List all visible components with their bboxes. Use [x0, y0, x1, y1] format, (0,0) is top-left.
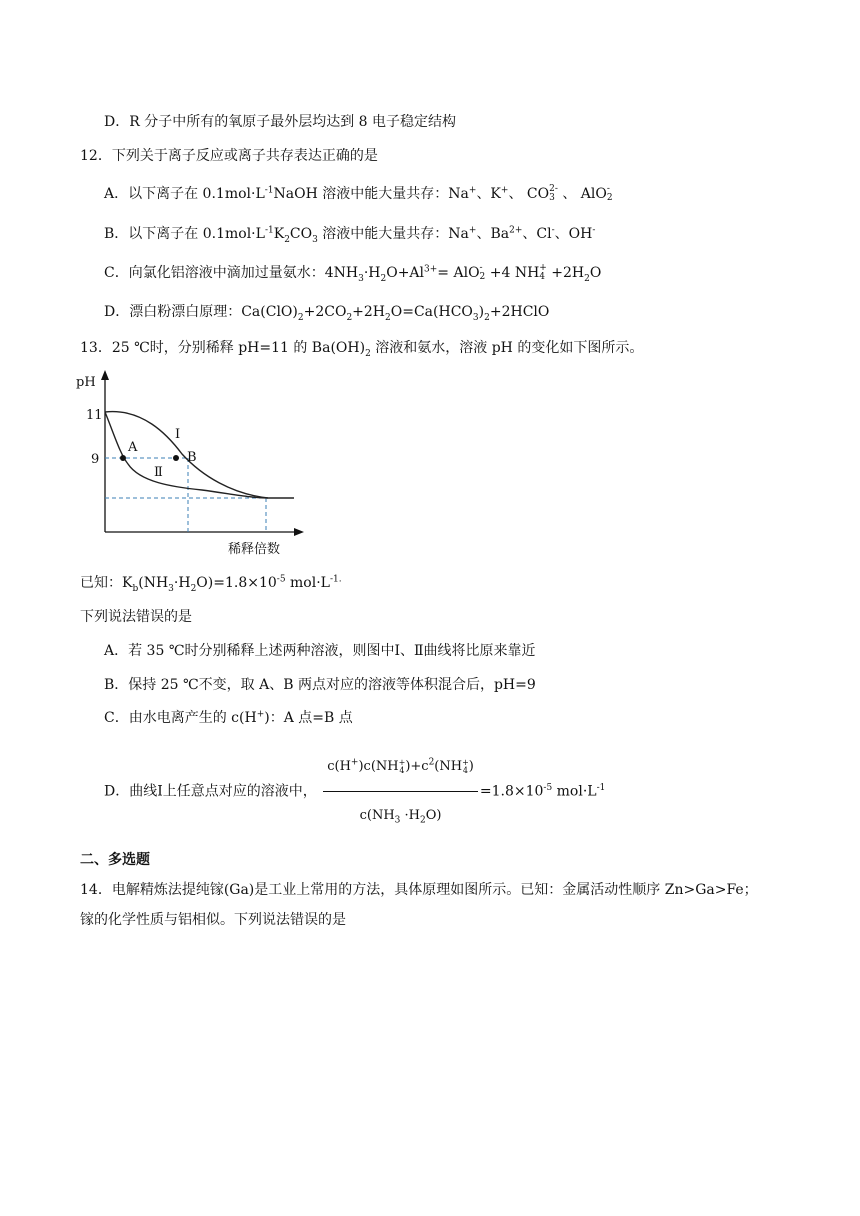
ph-dilution-graph: [72, 364, 312, 564]
q12-option-d: D．漂白粉漂白原理：$Ca(ClO)_2+2CO_2+2H_2O=Ca(HCO_3)_2+2HClO$: [104, 304, 550, 323]
point-a: [120, 455, 126, 461]
q13-stem: 13．25 ℃时，分别稀释 pH=11 的 $Ba(OH)_2$ 溶液和氨水，溶液 pH 的变化如下图所示。: [80, 340, 644, 359]
q14-stem-line2: 镓的化学性质与铝相似。下列说法错误的是: [80, 912, 346, 928]
q12-option-a: A．以下离子在 $0.1mol\cdot L^{-1}NaOH$ 溶液中能大量共存：Na+、K+、 CO 2- 3 、 AlO - 2: [104, 184, 613, 203]
x-axis-label: 稀释倍数: [228, 542, 281, 557]
q13-option-a: A．若 35 ℃时分别稀释上述两种溶液，则图中Ⅰ、Ⅱ曲线将比原来靠近: [104, 643, 536, 659]
q14-stem-line1: 14．电解精炼法提纯镓(Ga)是工业上常用的方法，具体原理如图所示。已知：金属活动性顺序 Zn>Ga>Fe；: [80, 882, 758, 898]
tick-9: 9: [91, 452, 100, 467]
q13-known-kb: 已知：$K_b(NH_3\cdot H_2O)=1.8\times 10^{-5}$ $mol\cdot L^{-1.}$: [80, 574, 342, 594]
kb-fraction: [323, 745, 478, 838]
point-b: [173, 455, 179, 461]
q12-stem: 12．下列关于离子反应或离子共存表达正确的是: [80, 148, 378, 164]
y-axis-arrow: [101, 370, 109, 380]
curve-ii-label: Ⅱ: [154, 465, 163, 480]
tick-11: 11: [86, 408, 103, 423]
curve-i-label: Ⅰ: [175, 427, 181, 442]
q13-option-b: B．保持 25 ℃不变，取 A、B 两点对应的溶液等体积混合后，pH=9: [104, 677, 536, 693]
q13-option-c: C．由水电离产生的 c(H+)：A 点=B 点: [104, 709, 353, 726]
q13-option-d: D．曲线Ⅰ上任意点对应的溶液中， c(H+)c(NH + 4 )$+c^2(NH$ + 4 ) $c(NH_3 \cdot H_2O)$ $=1.8\times 10^{-5}$ $mol\cdot L^{-1}$: [104, 745, 605, 838]
label-a: A: [128, 440, 138, 455]
x-axis-arrow: [294, 528, 304, 536]
fraction-numerator: c(H+)c(NH + 4 )$+c^2(NH$ + 4 ): [323, 745, 478, 792]
section-heading-multiple-choice: 二、多选题: [80, 852, 150, 868]
q13-ask: 下列说法错误的是: [80, 609, 192, 625]
y-axis-label: pH: [76, 375, 96, 390]
label-b: B: [187, 450, 197, 465]
q12-option-c: C．向氯化铝溶液中滴加过量氨水：$4NH_3\cdot H_2O+Al^{3+}=$ AlO - 2 +4 NH + 4 $+2H_2O$: [104, 263, 602, 284]
q11-option-d: D．R 分子中所有的氧原子最外层均达到 8 电子稳定结构: [104, 114, 457, 130]
fraction-denominator: $c(NH_3 \cdot H_2O)$: [359, 808, 442, 826]
q12-option-b: B．以下离子在 $0.1mol\cdot L^{-1}K_2CO_3$ 溶液中能大量共存：Na+、$Ba^{2+}$、Cl-、OH-: [104, 225, 596, 245]
